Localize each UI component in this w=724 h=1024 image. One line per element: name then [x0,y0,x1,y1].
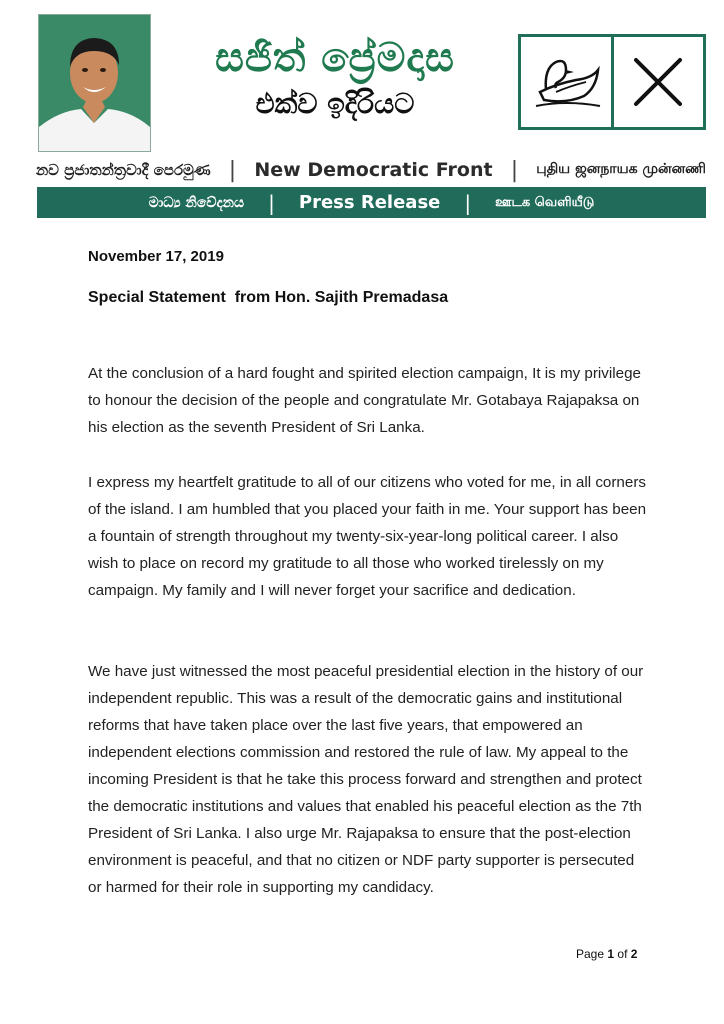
party-name-sinhala: නව ප්‍රජාතන්ත්‍රවාදී පෙරමුණ [36,161,211,179]
cross-mark-icon [628,52,688,112]
party-name-english: New Democratic Front [254,159,493,181]
banner-label-english: Press Release [298,192,441,213]
separator: | [464,190,472,215]
separator: | [268,190,275,215]
candidate-name-sinhala: සජිත් ප්‍රේමදාස [215,35,455,81]
candidate-photo [38,14,151,152]
banner-label-sinhala: මාධ්‍ය නිවේදනය [148,194,245,211]
party-name-line [36,156,706,184]
banner-label-tamil: ஊடக வெளியீடு [495,194,595,210]
slogan-sinhala: එක්ව ඉදිරියට [255,87,415,120]
body-paragraph: At the conclusion of a hard fought and spirited election campaign, It is my privilege to honour the decision of the people and congratulate Mr. Gotabaya Rajapaksa on his election as the seventh President of Sri Lanka. [88,365,641,436]
page-current: 1 [607,947,615,961]
body-paragraph: We have just witnessed the most peaceful presidential election in the history of our independent republic. This was a result of the democratic gains and institutional reforms that have taken place over the last five years, that empowered an independent elections commission and restored the rule of law. My appeal to the incoming President is that he take this process forward and strengthen and protect the democratic institutions and values that enabled his peaceful election as the 7th President of Sri Lanka. I also urge Mr. Rajapaksa to ensure that the post-election environment is peaceful, and that no citizen or NDF party supporter is persecuted or harmed for their role in supporting my candidacy. [88,663,644,896]
candidate-portrait [39,15,150,151]
separator: | [228,157,237,183]
page-of: of [617,947,628,961]
page-number [576,947,637,961]
body-paragraph: I express my heartfelt gratitude to all of our citizens who voted for me, in all corners of the island. I am humbled that you placed your faith in me. Your support has been a fountain of strength throughout my twenty-six-year-long political career. I also wish to place on record my gratitude to all those who worked tirelessly on my campaign. My family and I will never forget your sacrifice and dedication. [88,474,647,599]
party-name-tamil: புதிய ஜனநாயக முன்னணி [536,161,706,177]
press-release-banner [37,187,706,218]
ballot-symbol-box [518,34,706,130]
swan-symbol-cell [521,37,611,127]
page-total: 2 [630,947,638,961]
document-date: November 17, 2019 [88,248,224,265]
separator: | [510,157,519,183]
cross-mark-cell [611,37,704,127]
document-heading: Special Statement from Hon. Sajith Premadasa [88,289,449,306]
swan-icon [526,50,606,114]
page-word: Page [576,947,605,961]
